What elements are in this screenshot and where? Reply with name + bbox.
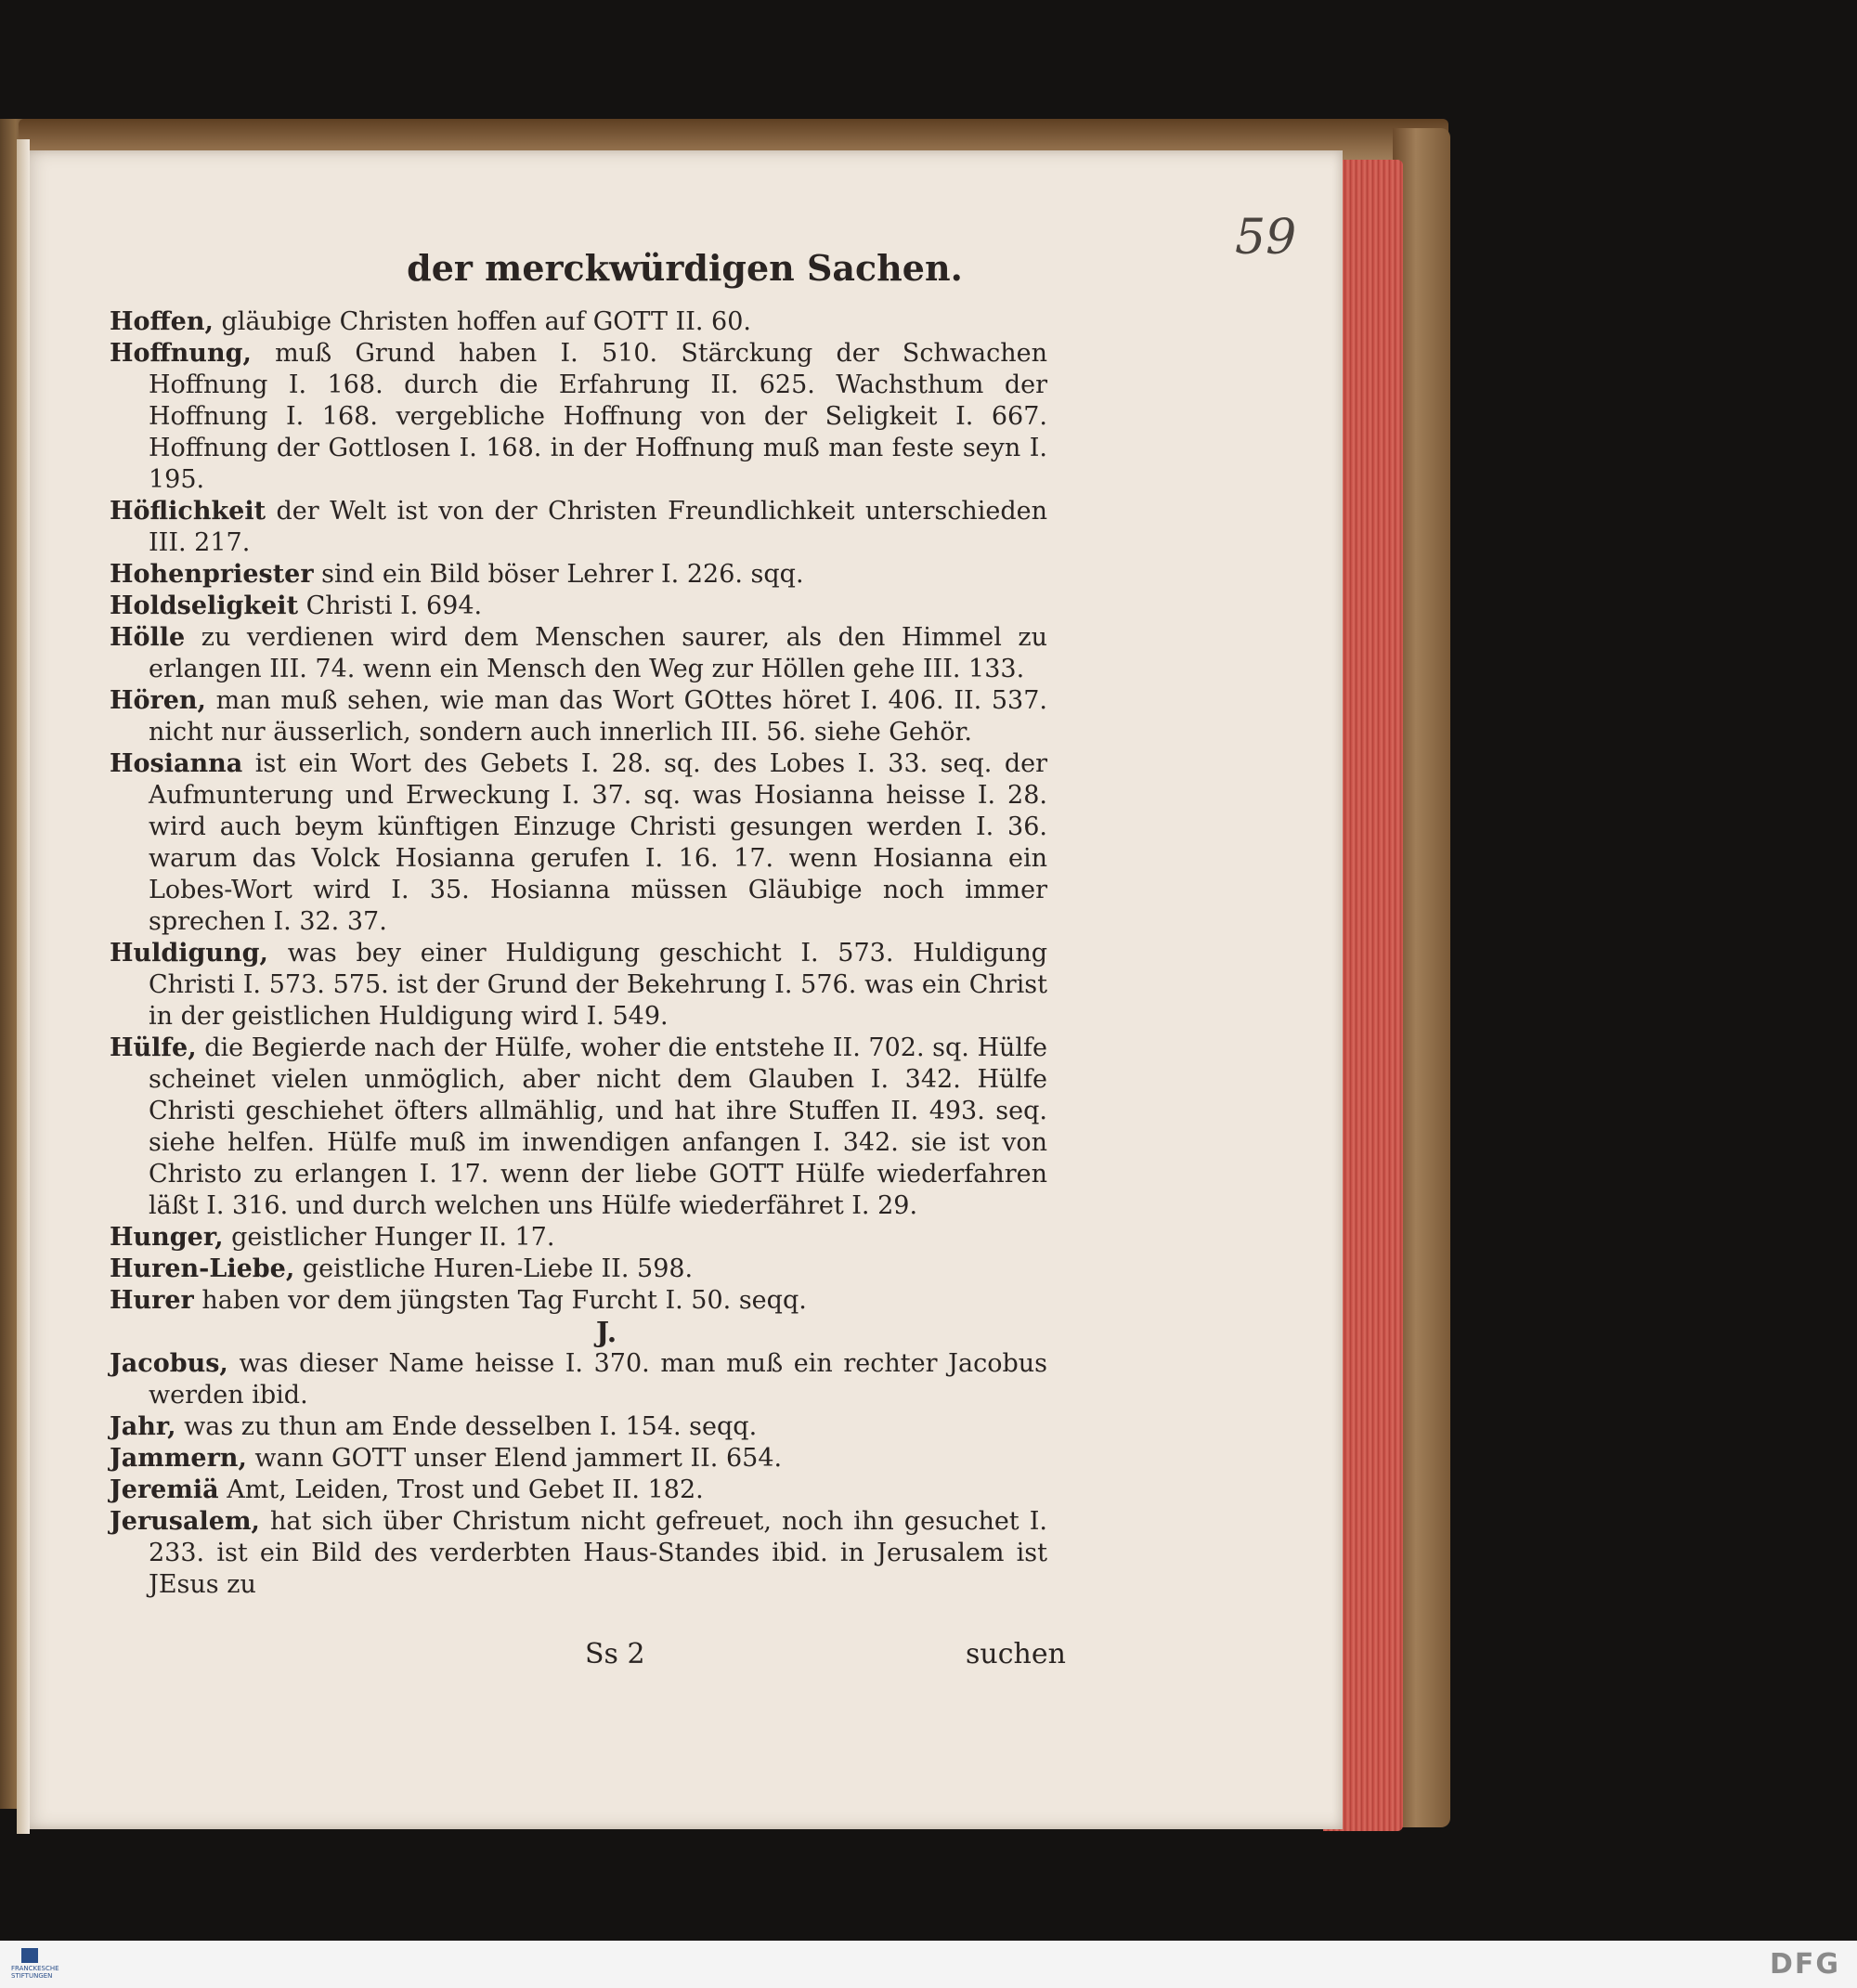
- running-head: der merckwürdigen Sachen.: [407, 247, 963, 289]
- entries-letter-h: [110, 306, 1047, 1317]
- library-logo-icon: [21, 1948, 38, 1963]
- library-logo-text: FRANCKESCHE STIFTUNGEN: [11, 1965, 59, 1980]
- entry-references: Christi I. 694.: [298, 591, 483, 620]
- index-entry: [110, 1254, 1047, 1285]
- entry-headword: Hölle: [110, 623, 186, 652]
- entry-references: was bey einer Huldigung geschicht I. 573. Huldigung Christi I. 573. 575. ist der Grund der Bekehrung I. 576. was ein Christ in der geistlichen Huldigung wird I. 549.: [149, 939, 1047, 1031]
- index-entry: [110, 1475, 1047, 1506]
- index-entry: [110, 1285, 1047, 1317]
- index-entry: [110, 1222, 1047, 1254]
- entry-headword: Jammern,: [110, 1444, 247, 1473]
- folio-number: 59: [1235, 210, 1297, 266]
- index-entry: [110, 1443, 1047, 1475]
- index-entry: [110, 306, 1047, 338]
- entry-references: ist ein Wort des Gebets I. 28. sq. des Lobes I. 33. seq. der Aufmunterung und Erweckung I. 37. sq. was Hosianna heisse I. 28. wird auch beym künftigen Einzuge Christi gesungen werden I. 36. warum das Volck Hosianna gerufen I. 16. 17. wenn Hosianna ein Lobes-Wort wird I. 35. Hosianna müssen Gläubige noch immer sprechen I. 32. 37.: [149, 749, 1047, 936]
- index-entry: [110, 1411, 1047, 1443]
- dfg-logo: DFG: [1769, 1948, 1840, 1981]
- entry-references: was dieser Name heisse I. 370. man muß ein rechter Jacobus werden ibid.: [149, 1349, 1047, 1410]
- signature-mark: Ss 2: [585, 1638, 645, 1670]
- index-entry: [110, 591, 1047, 622]
- index-entry: [110, 338, 1047, 496]
- entry-headword: Hoffnung,: [110, 339, 252, 368]
- index-entry: [110, 685, 1047, 748]
- entry-headword: Jahr,: [110, 1412, 176, 1441]
- entry-references: hat sich über Christum nicht gefreuet, noch ihn gesuchet I. 233. ist ein Bild des verderbten Haus-Standes ibid. in Jerusalem ist JEsus zu: [149, 1507, 1047, 1599]
- entry-headword: Hosianna: [110, 749, 243, 778]
- entry-references: der Welt ist von der Christen Freundlichkeit unterschieden III. 217.: [149, 497, 1047, 557]
- page-gutter: [17, 139, 30, 1834]
- index-entry: [110, 622, 1047, 685]
- index-entries: [110, 306, 1047, 1601]
- entry-headword: Huldigung,: [110, 939, 268, 968]
- index-entry: [110, 938, 1047, 1033]
- entry-references: zu verdienen wird dem Menschen saurer, als den Himmel zu erlangen III. 74. wenn ein Mensch den Weg zur Höllen gehe III. 133.: [149, 623, 1047, 683]
- entry-references: sind ein Bild böser Lehrer I. 226. sqq.: [313, 560, 804, 589]
- entry-references: die Begierde nach der Hülfe, woher die entstehe II. 702. sq. Hülfe scheinet vielen unmöglich, aber nicht dem Glauben I. 342. Hülfe Christi geschiehet öfters allmählig, und hat ihre Stuffen II. 493. seq. siehe helfen. Hülfe muß im inwendigen anfangen I. 342. sie ist von Christo zu erlangen I. 17. wenn der liebe GOTT Hülfe wiederfahren läßt I. 316. und durch welchen uns Hülfe wiederfähret I. 29.: [149, 1033, 1047, 1220]
- index-entry: [110, 748, 1047, 938]
- section-letter-heading: J.: [595, 1317, 617, 1349]
- viewer-footer-bar: [0, 1941, 1857, 1988]
- entry-headword: Hülfe,: [110, 1033, 197, 1062]
- entry-references: Amt, Leiden, Trost und Gebet II. 182.: [218, 1475, 704, 1504]
- entry-references: man muß sehen, wie man das Wort GOttes höret I. 406. II. 537. nicht nur äusserlich, sondern auch innerlich III. 56. siehe Gehör.: [149, 686, 1047, 747]
- entry-headword: Hohenpriester: [110, 560, 314, 589]
- library-logo: [11, 1948, 59, 1982]
- entry-headword: Höflichkeit: [110, 497, 266, 526]
- entry-headword: Hoffen,: [110, 307, 214, 336]
- entry-headword: Hurer: [110, 1286, 194, 1315]
- entry-headword: Jeremiä: [110, 1475, 219, 1504]
- index-entry: [110, 1506, 1047, 1601]
- entry-headword: Jacobus,: [110, 1349, 228, 1378]
- entries-letter-j: [110, 1348, 1047, 1601]
- catchword: suchen: [966, 1638, 1066, 1670]
- entry-references: was zu thun am Ende desselben I. 154. seqq.: [175, 1412, 758, 1441]
- index-entry: [110, 1033, 1047, 1222]
- entry-headword: Hunger,: [110, 1223, 224, 1252]
- entry-references: haben vor dem jüngsten Tag Furcht I. 50. seqq.: [193, 1286, 807, 1315]
- entry-headword: Holdseligkeit: [110, 591, 299, 620]
- entry-headword: Jerusalem,: [110, 1507, 260, 1536]
- entry-headword: Hören,: [110, 686, 206, 715]
- entry-references: geistlicher Hunger II. 17.: [223, 1223, 555, 1252]
- entry-references: wann GOTT unser Elend jammert II. 654.: [246, 1444, 783, 1473]
- index-entry: [110, 1348, 1047, 1411]
- entry-references: muß Grund haben I. 510. Stärckung der Schwachen Hoffnung I. 168. durch die Erfahrung II. 625. Wachsthum der Hoffnung I. 168. vergebliche Hoffnung von der Seligkeit I. 667. Hoffnung der Gottlosen I. 168. in der Hoffnung muß man feste seyn I. 195.: [149, 339, 1047, 494]
- index-entry: [110, 496, 1047, 559]
- entry-headword: Huren-Liebe,: [110, 1254, 295, 1283]
- index-entry: [110, 559, 1047, 591]
- entry-references: geistliche Huren-Liebe II. 598.: [294, 1254, 694, 1283]
- entry-references: gläubige Christen hoffen auf GOTT II. 60.: [213, 307, 751, 336]
